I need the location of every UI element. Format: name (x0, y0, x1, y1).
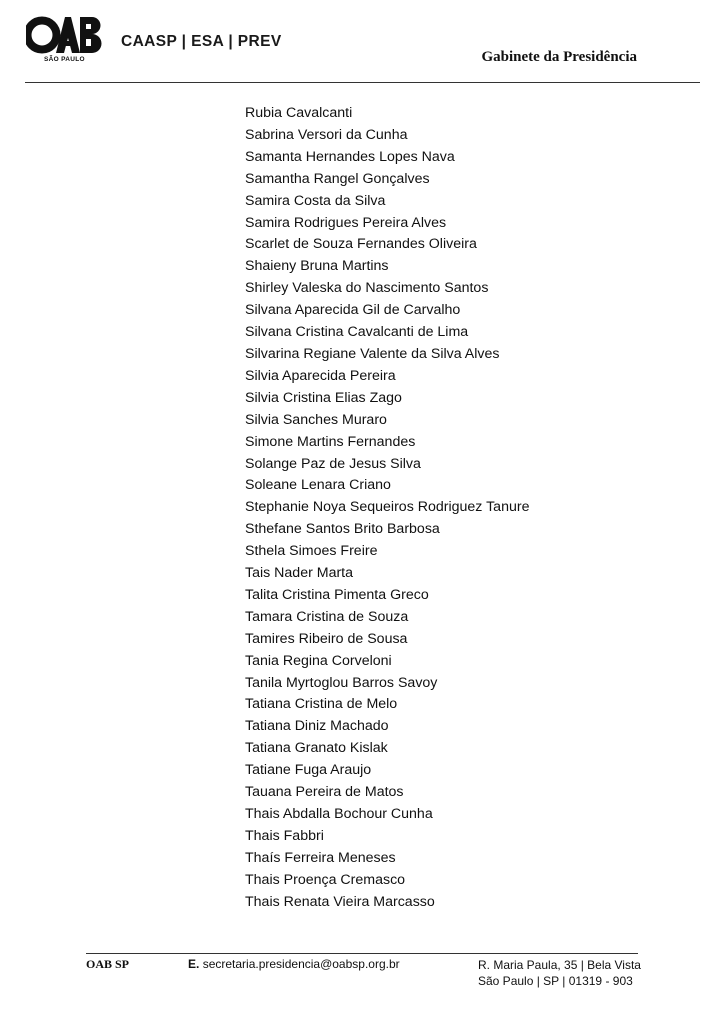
name-list-item: Thais Abdalla Bochour Cunha (245, 806, 433, 822)
name-list-item: Tamires Ribeiro de Sousa (245, 630, 408, 647)
name-list-item: Sthefane Santos Brito Barbosa (245, 521, 440, 538)
footer-divider (86, 953, 638, 954)
oab-logo-mark (26, 16, 102, 54)
header-divider (25, 82, 700, 83)
footer-org: OAB SP (86, 957, 130, 971)
name-list-item: Tatiana Granato Kislak (245, 740, 388, 757)
name-list-item: Shaieny Bruna Martins (245, 258, 389, 275)
name-list-item: Simone Martins Fernandes (245, 433, 416, 450)
footer-address-line2: São Paulo | SP | 01319 - 903 (478, 974, 633, 988)
name-list-item: Thais Renata Vieira Marcasso (245, 893, 435, 910)
name-list-item: Tamara Cristina de Souza (245, 608, 409, 625)
name-list-item: Talita Cristina Pimenta Greco (245, 586, 429, 603)
name-list-item: Tatiana Diniz Machado (245, 718, 389, 735)
name-list-item: Samira Costa da Silva (245, 192, 386, 209)
name-list-item: Stephanie Noya Sequeiros Rodriguez Tanure (245, 499, 530, 516)
footer-email-address[interactable]: secretaria.presidencia@oabsp.org.br (202, 957, 400, 971)
name-list-item: Solange Paz de Jesus Silva (245, 455, 421, 472)
name-list-item: Tania Regina Corveloni (245, 652, 392, 669)
logo-subtitle: SÃO PAULO (44, 56, 85, 63)
oab-logo (26, 16, 102, 68)
name-list-item: Shirley Valeska do Nascimento Santos (245, 280, 489, 297)
footer-email-label: E. (188, 957, 200, 971)
page-header (0, 0, 723, 90)
name-list-item: Silvana Cristina Cavalcanti de Lima (245, 324, 469, 341)
name-list-item: Silvia Aparecida Pereira (245, 367, 396, 384)
name-list-item: Silvia Cristina Elias Zago (245, 389, 402, 406)
name-list-item: Tatiana Cristina de Melo (245, 696, 398, 713)
name-list-item: Soleane Lenara Criano (245, 477, 391, 494)
name-list-item: Sthela Simoes Freire (245, 543, 378, 560)
name-list-item: Thais Fabbri (245, 827, 324, 844)
header-office-title: Gabinete da Presidência (481, 49, 637, 65)
name-list-item: Scarlet de Souza Fernandes Oliveira (245, 236, 477, 253)
name-list-item: Samanta Hernandes Lopes Nava (245, 148, 455, 165)
name-list-item: Silvia Sanches Muraro (245, 411, 387, 428)
header-entities: CAASP | ESA | PREV (121, 33, 282, 50)
footer-address (478, 957, 641, 989)
name-list-item: Sabrina Versori da Cunha (245, 126, 408, 143)
name-list-item: Silvarina Regiane Valente da Silva Alves (245, 345, 500, 362)
name-list-item: Samantha Rangel Gonçalves (245, 170, 430, 187)
name-list-item: Thais Proença Cremasco (245, 871, 406, 888)
name-list-item: Tauana Pereira de Matos (245, 784, 404, 801)
footer-email (188, 957, 400, 971)
name-list-item: Silvana Aparecida Gil de Carvalho (245, 302, 461, 319)
name-list-item: Samira Rodrigues Pereira Alves (245, 214, 447, 231)
name-list-item: Tais Nader Marta (245, 565, 354, 582)
name-list-item: Tatiane Fuga Araujo (245, 762, 372, 779)
footer-address-line1: R. Maria Paula, 35 | Bela Vista (478, 958, 641, 972)
name-list-item: Tanila Myrtoglou Barros Savoy (245, 674, 438, 691)
name-list-item: Thaís Ferreira Meneses (245, 849, 396, 866)
names-list (245, 103, 529, 914)
name-list-item: Rubia Cavalcanti (245, 105, 353, 121)
